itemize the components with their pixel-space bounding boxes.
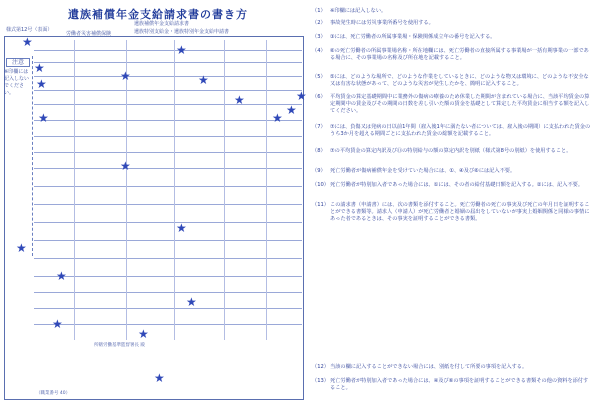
form-header-sub: 遺族特別支給金・遺族特別年金支給申請書 — [134, 29, 230, 35]
form-number: 様式第12号（表面） — [6, 27, 53, 33]
star-icon: ★ — [120, 159, 131, 173]
side-note — [4, 56, 33, 256]
side-note-label: 注意 — [6, 58, 30, 67]
star-icon: ★ — [36, 77, 47, 91]
page-title: 遺族補償年金支給請求書の書き方 — [68, 8, 248, 21]
star-icon: ★ — [120, 69, 131, 83]
star-icon: ★ — [52, 317, 63, 331]
page: 遺族補償年金支給請求書の書き方 様式第12号（表面） 労働者災害補償保険 遺族補償年金支給請求書 遺族特別支給金・遺族特別年金支給申請書 注意 ※印欄には記入しないでください。 所轄労働基準監督署長 殿 （職業番号 40） ★ ★ ★ ★ ★ ★ ★ ★ ★ ★ ★ ★ ★ ★ ★ ★ ★ ★ （1） ※印欄には記入しない。 （2） 事故発生時には労災事業所番号を使用する。 （3） ③には、死亡労働者の所属事業場・保険関係成立年の番号を記入する。 （4） ⑥の死亡労働者の所属事業場名称・所在地欄には、死亡労働者の直接所属する事業場が一括有期事業の一部である場合に、その事業場の名称及び所在地を記載すること。 （5） ⑤には、どのような場所で、どのような作業をしているときに、どのような物又は環境に、どのような不安全な又は有害な状態があって、どのような災害が発生したかを、簡明に記入すること。 （6） 平均賃金の算定基礎期間中に業務外の傷病の療養のため休業した期間が含まれている場合に、当該平均賃金の算定期間中の賃金及びその期間の日数を差し引いた額の賃金を基礎として算定した平均賃金に相当する額を記入してください。 （7） ⑦には、負傷又は発病の日以前1年間（雇入後1年に満たない者については、雇入後の期間）に支払われた賃金のうち3か月を超える期間ごとに支払われた賃金の総額を記載すること。 （8） ⑦の平均賃金の算定内訳及び⑪の特別給与の額の算定内訳を別紙（様式第8号の別紙）を使用すること。 （9） 死亡労働者が傷病補償年金を受けていた場合には、①、④及び⑥には記入不要。 （10） 死亡労働者が特別加入者であった場合には、①には、その者の給付基礎日額を記入する。②には、記入不要。 （11） この請求書（申請書）には、次の書類を添付すること。死亡労働者の死亡の事実及び死亡の年月日を証明することができる書類等。請求人（申請人）が死亡労働者と婚姻の届出をしていないが事実上婚姻関係と同様の事情にあった者であるときは、その事実を証明することができる書類。 （12） 当該の欄に記入することができない場合には、別紙を付して所要の事項を記入する。 （13） 死亡労働者が特別加入者であった場合には、④及び⑥の事項を証明することができる書類その他の資料を添付すること。 ★ — [0, 0, 600, 404]
form-header-title: 遺族補償年金支給請求書 — [134, 21, 190, 27]
star-icon: ★ — [56, 269, 67, 283]
star-icon: ★ — [16, 241, 27, 255]
star-icon: ★ — [296, 89, 307, 103]
bottom-code: （職業番号 40） — [36, 391, 71, 396]
form-grid — [34, 40, 302, 340]
star-icon: ★ — [38, 111, 49, 125]
star-icon: ★ — [272, 111, 283, 125]
footer-note: 所轄労働基準監督署長 殿 — [94, 343, 145, 348]
star-icon: ★ — [176, 221, 187, 235]
star-icon: ★ — [154, 371, 165, 385]
star-icon: ★ — [138, 327, 149, 341]
star-icon: ★ — [34, 61, 45, 75]
side-note-text: ※印欄には記入しないでください。 — [4, 69, 30, 96]
star-icon: ★ — [22, 35, 33, 49]
star-icon: ★ — [234, 93, 245, 107]
star-icon: ★ — [186, 295, 197, 309]
star-icon: ★ — [176, 43, 187, 57]
star-icon: ★ — [198, 73, 209, 87]
form-office: 労働者災害補償保険 — [66, 31, 112, 37]
form-header — [4, 20, 304, 36]
form-footer — [34, 327, 302, 396]
star-icon: ★ — [286, 103, 297, 117]
